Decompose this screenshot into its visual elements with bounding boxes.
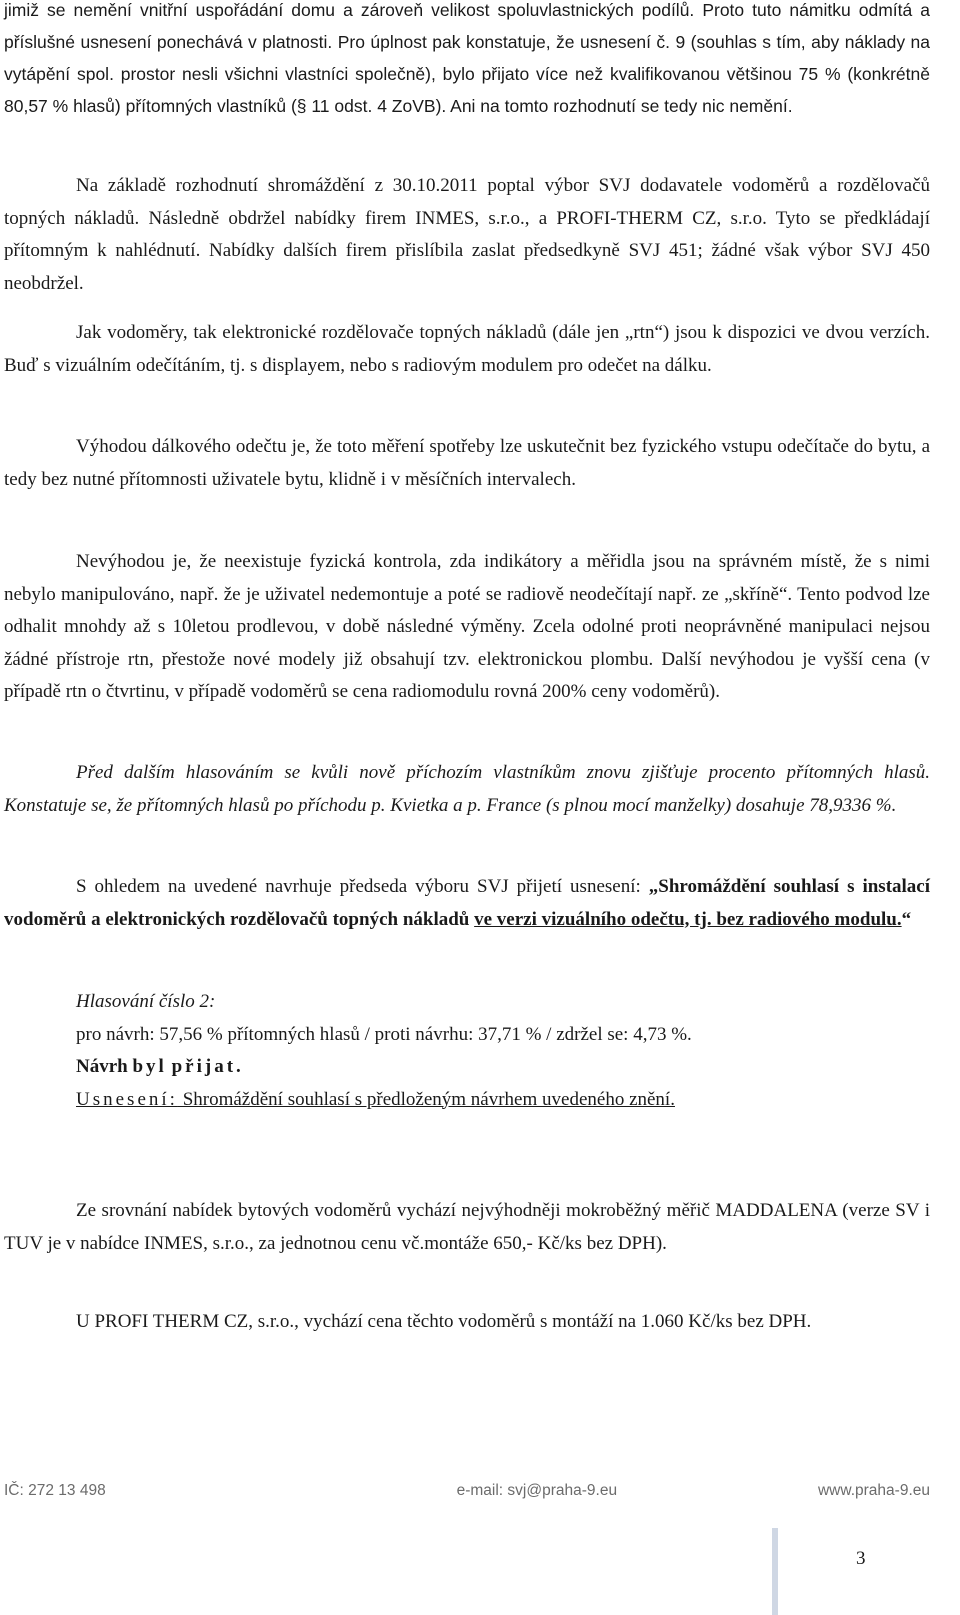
- resolution-label: Usnesení:: [76, 1088, 178, 1110]
- paragraph-offers: Na základě rozhodnutí shromáždění z 30.10.2011 poptal výbor SVJ dodavatele vodoměrů a rozdělovačů topných nákladů. Následně obdržel nabídky firem INMES, s.r.o., a PROFI-THERM CZ, s.r.o. Tyto se předkládají přítomným k nahlédnutí. Nabídky dalších firem přislíbila zaslat předsedkyně SVJ 451; žádné však výbor SVJ 450 neobdržel.: [4, 175, 930, 294]
- paragraph-text-end: 11 odst. 4 ZoVB). Ani na tomto rozhodnutí se tedy nic nemění.: [306, 96, 793, 116]
- vote-block: [4, 986, 930, 1116]
- page-number-rule: [772, 1528, 778, 1615]
- section-sign: §: [296, 96, 307, 116]
- paragraph-text: jimiž se nemění vnitřní uspořádání domu a zároveň velikost spoluvlastnických podílů. Proto tuto námitku odmítá a příslušné usnesení ponechává v platnosti. Pro úplnost pak konstatuje, že usnesení č. 9 (souhlas s tím, aby náklady na vytápění spol. prostor nesli všichni vlastníci společně), bylo přijato více než kvalifikovanou většinou 75 % (konkrétně 80,57 % hlasů) přítomných vlastníků (: [4, 0, 930, 116]
- page-number: 3: [856, 1548, 866, 1569]
- paragraph-advantage: Výhodou dálkového odečtu je, že toto měření spotřeby lze uskutečnit bez fyzického vstupu odečítače do bytu, a tedy bez nutné přítomnosti uživatele bytu, klidně i v měsíčních intervalech.: [4, 436, 930, 490]
- proposal-text-underlined: ve verzi vizuálního odečtu, tj. bez radiového modulu.: [474, 908, 902, 930]
- paragraph-versions: Jak vodoměry, tak elektronické rozdělovače topných nákladů (dále jen „rtn“) jsou k dispozici ve dvou verzích. Buď s vizuálním odečítáním, tj. s displayem, nebo s radiovým modulem pro odečet na dálku.: [4, 322, 930, 376]
- footer-email: e-mail: svj@praha-9.eu: [456, 1482, 618, 1499]
- vote-resolution: [76, 1084, 930, 1117]
- paragraph-disadvantage: Nevýhodou je, že neexistuje fyzická kontrola, zda indikátory a měřidla jsou na správném místě, že s nimi nebylo manipulováno, např. že je uživatel nedemontuje a poté se radiově neodečítají např. ze „skříně“. Tento podvod lze odhalit mnohdy až s 10letou prodlevou, v době následné výměny. Zcela odolné proti neoprávněné manipulaci nejsou žádné přístroje rtn, přestože nové modely již obsahují tzv. elektronickou plombu. Další nevýhodou je vyšší cena (v případě rtn o čtvrtinu, v případě vodoměrů se cena radiomodulu rovná 200% ceny vodoměrů).: [4, 551, 930, 702]
- vote-outcome-prijat: přijat.: [171, 1056, 244, 1077]
- vote-outcome-prefix: Návrh: [76, 1056, 133, 1077]
- vote-title: Hlasování číslo 2:: [76, 991, 216, 1012]
- proposal-close-quote: “: [901, 908, 912, 930]
- vote-outcome-byl: byl: [132, 1056, 167, 1077]
- paragraph-objection-response: [4, 0, 930, 122]
- paragraph-proposal: [4, 871, 930, 936]
- resolution-text: Shromáždění souhlasí s předloženým návrhem uvedeného znění.: [177, 1088, 675, 1110]
- footer-ic: IČ: 272 13 498: [4, 1482, 106, 1499]
- footer-web: www.praha-9.eu: [817, 1482, 930, 1499]
- paragraph-comparison: Ze srovnání nabídek bytových vodoměrů vychází nejvýhodněji mokroběžný měřič MADDALENA (verze SV i TUV je v nabídce INMES, s.r.o., za jednotnou cenu vč.montáže 650,- Kč/ks bez DPH).: [4, 1200, 930, 1254]
- vote-results: pro návrh: 57,56 % přítomných hlasů / proti návrhu: 37,71 % / zdržel se: 4,73 %.: [76, 1023, 692, 1045]
- paragraph-attendance: Před dalším hlasováním se kvůli nově příchozím vlastníkům znovu zjišťuje procento přítomných hlasů. Konstatuje se, že přítomných hlasů po příchodu p. Kvietka a p. France (s plnou mocí manželky) dosahuje 78,9336 %.: [4, 762, 930, 816]
- paragraph-profi-therm: U PROFI THERM CZ, s.r.o., vychází cena těchto vodoměrů s montáží na 1.060 Kč/ks bez DPH.: [76, 1311, 812, 1332]
- proposal-text: „Shromáždění souhlasí s instalací vodoměrů a elektronických rozdělovačů topných nákladů: [4, 876, 931, 930]
- vote-outcome: [76, 1051, 930, 1084]
- proposal-intro: S ohledem na uvedené navrhuje předseda výboru SVJ přijetí usnesení:: [76, 876, 649, 897]
- page-footer: [4, 1482, 930, 1500]
